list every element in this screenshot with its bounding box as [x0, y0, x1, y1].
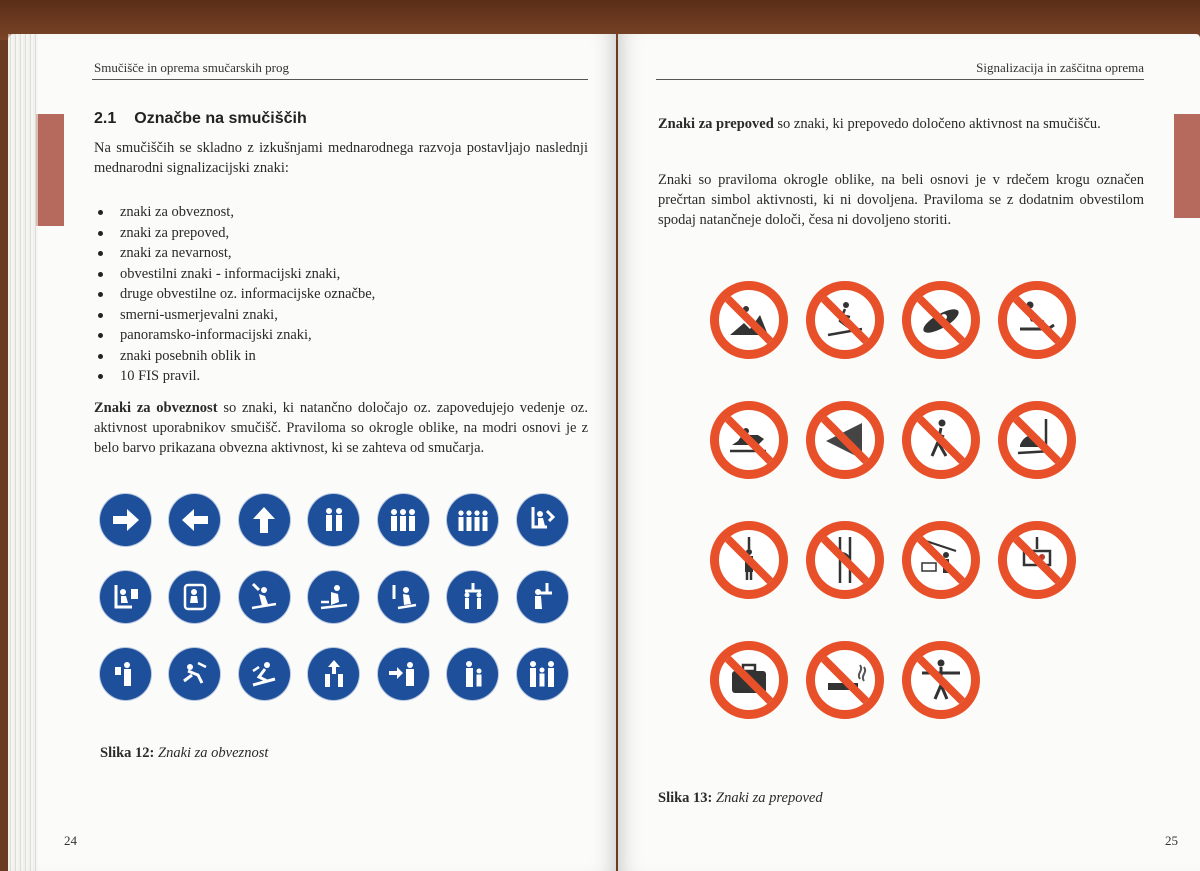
page-number-right: 25: [1165, 833, 1178, 848]
no-rope-climb-icon: [806, 521, 884, 599]
figure-caption-12: [100, 745, 268, 762]
no-lift-boarding-icon: [902, 521, 980, 599]
intro-paragraph: Na smučiščih se skladno z izkušnjami mednarodnega razvoja postavljajo naslednji mednarodni signalizacijski znaki:: [94, 140, 588, 176]
running-head-left: Smučišče in oprema smučarskih prog: [94, 60, 289, 75]
no-sledge-board-icon: [902, 281, 980, 359]
sign-row: [100, 494, 586, 571]
tbar-single-icon: [517, 571, 568, 623]
sign-row: [100, 648, 586, 725]
exit-up-arrow-icon: [308, 648, 359, 700]
sign-row: [100, 571, 586, 648]
skier-fall-icon: [169, 648, 220, 700]
list-item: obvestilni znaki - informacijski znaki,: [94, 264, 574, 285]
list-item: znaki za obveznost,: [94, 202, 574, 223]
no-hanging-icon: [710, 521, 788, 599]
chapter-tab-right: [1174, 114, 1200, 218]
list-item: panoramsko-informacijski znaki,: [94, 325, 574, 346]
prohibition-paragraph: [658, 114, 1144, 134]
list-item: 10 FIS pravil.: [94, 366, 574, 387]
prohibition-text: so znaki, ki prepovedo določeno aktivnost na smučišču.: [773, 116, 1101, 132]
no-walking-icon: [902, 401, 980, 479]
prohibition-term: Znaki za prepoved: [658, 116, 774, 132]
section-title: Označbe na smučiščih: [134, 110, 307, 127]
no-swinging-icon: [998, 521, 1076, 599]
section-heading: [94, 110, 307, 128]
two-persons-icon: [308, 494, 359, 546]
running-head-right: Signalizacija in zaščitna oprema: [976, 60, 1144, 75]
sign-row: [710, 641, 1098, 761]
figure-caption-text: Znaki za prepoved: [716, 790, 823, 806]
mandatory-signs-figure: [100, 494, 586, 725]
skier-turn-icon: [239, 648, 290, 700]
no-paragliding-icon: [806, 401, 884, 479]
person-ticket-icon: [100, 648, 151, 700]
chapter-tab-left: [36, 114, 64, 226]
adult-child-icon: [447, 648, 498, 700]
page-edges: [8, 34, 38, 871]
chairlift-bar-down-icon: [100, 571, 151, 623]
sign-row: [710, 521, 1098, 641]
no-snowmobile-icon: [710, 401, 788, 479]
section-number: 2.1: [94, 110, 117, 127]
list-item: znaki posebnih oblik in: [94, 346, 574, 367]
no-pedestrians-icon: [902, 641, 980, 719]
skier-exit-icon: [378, 571, 429, 623]
arrow-right-icon: [100, 494, 151, 546]
three-persons-icon: [378, 494, 429, 546]
no-offpiste-skiing-icon: [710, 281, 788, 359]
header-rule-left: [92, 79, 588, 80]
arrow-up-icon: [239, 494, 290, 546]
prohibition-paragraph-2: Znaki so praviloma okrogle oblike, na beli osnovi je v rdečem krogu označen prečrtan simbol aktivnosti, ki ni dovoljena. Praviloma se z dodatnim obvestilom spodaj natančneje določi, česa ni dovoljeno storiti.: [658, 172, 1144, 228]
four-persons-icon: [447, 494, 498, 546]
list-item: znaki za prepoved,: [94, 223, 574, 244]
prohibition-signs-figure: [710, 281, 1098, 761]
mandatory-paragraph: [94, 398, 588, 458]
no-dragging-icon: [998, 401, 1076, 479]
arrow-left-icon: [169, 494, 220, 546]
no-crosscountry-icon: [806, 281, 884, 359]
tbar-pair-icon: [447, 571, 498, 623]
list-item: znaki za nevarnost,: [94, 243, 574, 264]
skier-lift-icon: [239, 571, 290, 623]
figure-caption-text: Znaki za obveznost: [158, 745, 269, 761]
no-sledding-icon: [998, 281, 1076, 359]
mandatory-term: Znaki za obveznost: [94, 400, 218, 416]
right-page: [618, 34, 1200, 871]
figure-caption-13: [658, 790, 823, 807]
sign-row: [710, 281, 1098, 401]
mandatory-text: so znaki, ki natančno določajo oz. zapovedujejo vedenje oz. aktivnost uporabnikov smučišč. Praviloma so okrogle oblike, na modri osnovi je z belo barvo prikazana obvezna aktivnost, ki se zahteva od smučarja.: [94, 400, 588, 456]
sign-row: [710, 401, 1098, 521]
no-smoking-icon: [806, 641, 884, 719]
list-item: smerni-usmerjevalni znaki,: [94, 305, 574, 326]
page-number-left: 24: [64, 833, 77, 848]
list-item: druge obvestilne oz. informacijske označbe,: [94, 284, 574, 305]
header-rule-right: [656, 79, 1144, 80]
seated-rider-icon: [169, 571, 220, 623]
chairlift-rider-icon: [517, 494, 568, 546]
family-group-icon: [517, 648, 568, 700]
sign-types-list: [94, 202, 574, 387]
left-page: [8, 34, 616, 871]
figure-label: Slika 12:: [100, 745, 155, 761]
figure-label: Slika 13:: [658, 790, 713, 806]
no-luggage-icon: [710, 641, 788, 719]
arrow-person-icon: [378, 648, 429, 700]
skier-boarding-icon: [308, 571, 359, 623]
